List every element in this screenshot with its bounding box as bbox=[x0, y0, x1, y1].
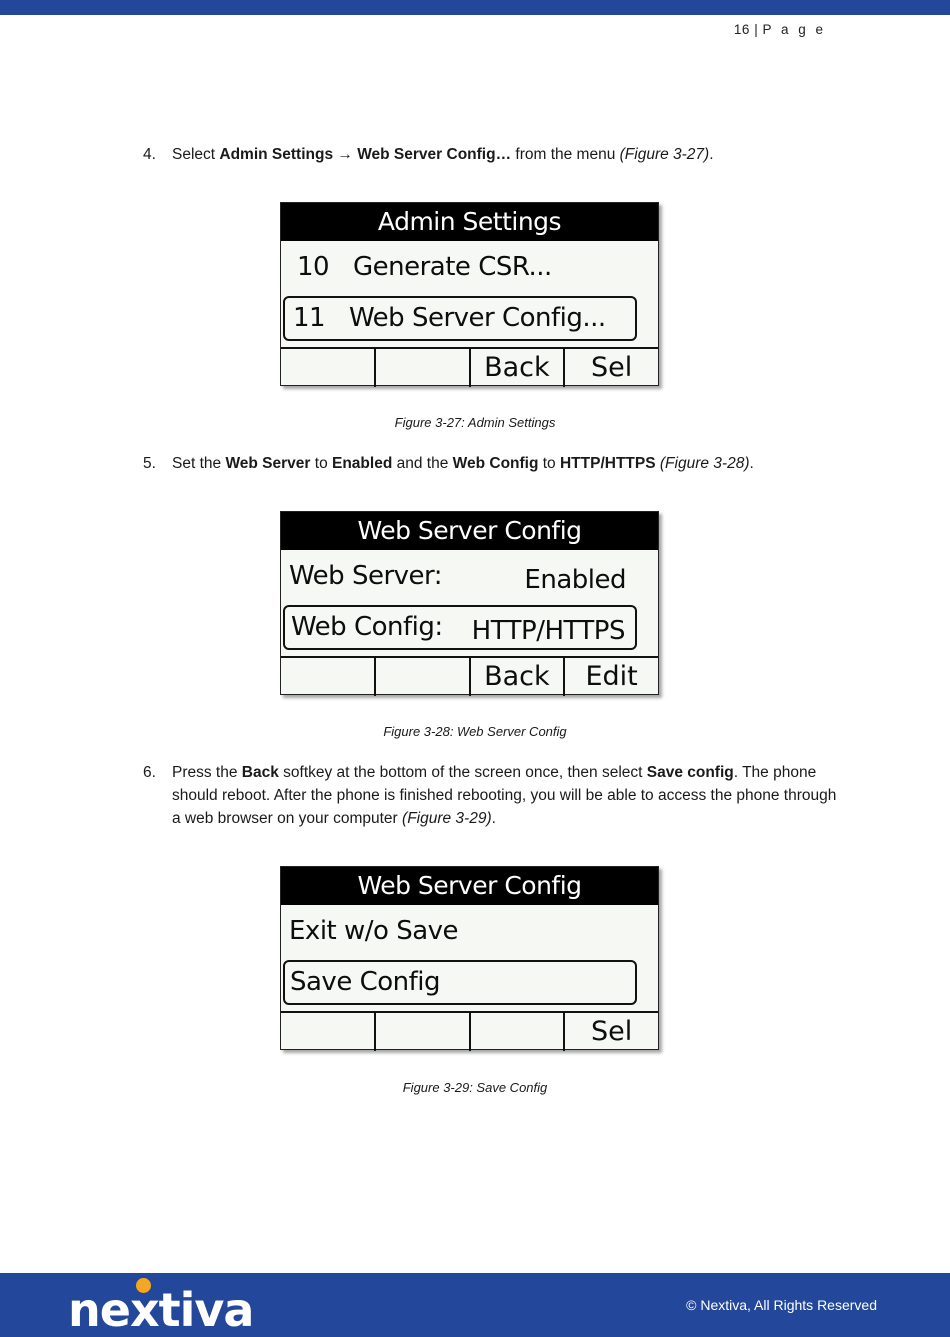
text-run: . bbox=[749, 455, 754, 472]
menu-item-index: 11 bbox=[293, 303, 326, 333]
softkey-back[interactable]: Back bbox=[469, 349, 564, 387]
text-run: . bbox=[709, 146, 714, 163]
page-number-header bbox=[700, 22, 826, 37]
page-footer bbox=[0, 1273, 950, 1337]
menu-item-label: Generate CSR... bbox=[353, 252, 552, 282]
step-text bbox=[172, 452, 842, 475]
softkey-1[interactable] bbox=[281, 349, 374, 387]
step-text bbox=[172, 761, 842, 830]
setting-label: Web Server: bbox=[289, 561, 443, 591]
softkey-bar bbox=[281, 1011, 658, 1051]
page-label: P a g e bbox=[762, 22, 826, 37]
text-run: from the menu bbox=[511, 146, 620, 163]
menu-item-exit-without-save[interactable] bbox=[289, 911, 649, 951]
top-color-bar bbox=[0, 0, 950, 15]
menu-item-label: Web Server Config... bbox=[349, 303, 606, 333]
step-text bbox=[172, 143, 842, 166]
phone-screen-admin-settings bbox=[280, 202, 659, 386]
screen-title: Web Server Config bbox=[281, 512, 658, 550]
figure-reference: (Figure 3-29) bbox=[402, 810, 492, 827]
menu-item-save-config[interactable] bbox=[283, 960, 637, 1005]
setting-value: HTTP/HTTPS bbox=[471, 616, 625, 646]
text-run: to bbox=[310, 455, 332, 472]
step-number: 4. bbox=[143, 146, 156, 163]
bold-term: Save config bbox=[646, 764, 734, 781]
text-run: Set the bbox=[172, 455, 226, 472]
screen-title: Web Server Config bbox=[281, 867, 658, 905]
page-separator: | bbox=[754, 22, 763, 37]
page-number: 16 bbox=[733, 22, 750, 37]
softkey-3[interactable] bbox=[469, 1013, 564, 1051]
softkey-bar bbox=[281, 656, 658, 696]
menu-item-label: Exit w/o Save bbox=[289, 916, 459, 946]
figure-caption: Figure 3-29: Save Config bbox=[402, 1080, 548, 1095]
phone-screen-save-config bbox=[280, 866, 659, 1050]
menu-item-index: 10 bbox=[297, 252, 330, 282]
softkey-2[interactable] bbox=[374, 1013, 469, 1051]
menu-item-web-server-config[interactable] bbox=[283, 296, 637, 341]
text-run: softkey at the bottom of the screen once, then select bbox=[278, 764, 647, 781]
setting-label: Web Config: bbox=[291, 612, 443, 642]
softkey-1[interactable] bbox=[281, 1013, 374, 1051]
bold-term: Web Server Config… bbox=[357, 146, 512, 163]
menu-item-generate-csr[interactable] bbox=[289, 247, 649, 287]
bold-term: Enabled bbox=[332, 455, 393, 472]
softkey-edit[interactable]: Edit bbox=[563, 658, 658, 696]
figure-reference: (Figure 3-28) bbox=[659, 455, 750, 472]
menu-item-label: Save Config bbox=[290, 967, 441, 997]
step-number: 6. bbox=[143, 764, 156, 781]
bold-term: Web Server bbox=[225, 455, 311, 472]
softkey-sel[interactable]: Sel bbox=[563, 1013, 658, 1051]
text-run: → bbox=[333, 146, 358, 163]
softkey-sel[interactable]: Sel bbox=[563, 349, 658, 387]
text-run: to bbox=[538, 455, 560, 472]
text-run: Select bbox=[172, 146, 220, 163]
screen-title: Admin Settings bbox=[281, 203, 658, 241]
setting-web-server[interactable] bbox=[281, 556, 658, 596]
softkey-2[interactable] bbox=[374, 349, 469, 387]
step-number: 5. bbox=[143, 455, 156, 472]
softkey-1[interactable] bbox=[281, 658, 374, 696]
text-run: . The phone should reboot. After the phone is finished rebooting, you will be able to access the phone through a web browser on your computer bbox=[172, 764, 837, 827]
bold-term: Back bbox=[241, 764, 279, 781]
figure-caption: Figure 3-28: Web Server Config bbox=[383, 724, 567, 739]
text-run: . bbox=[491, 810, 496, 827]
bold-term: Admin Settings bbox=[219, 146, 334, 163]
nextiva-logo: nextiva bbox=[68, 1287, 254, 1327]
softkey-bar bbox=[281, 347, 658, 387]
bold-term: HTTP/HTTPS bbox=[559, 455, 656, 472]
figure-caption: Figure 3-27: Admin Settings bbox=[394, 415, 556, 430]
text-run: and the bbox=[392, 455, 453, 472]
softkey-2[interactable] bbox=[374, 658, 469, 696]
setting-web-config[interactable] bbox=[283, 605, 637, 650]
softkey-back[interactable]: Back bbox=[469, 658, 564, 696]
bold-term: Web Config bbox=[452, 455, 539, 472]
figure-reference: (Figure 3-27) bbox=[619, 146, 710, 163]
phone-screen-web-server-config bbox=[280, 511, 659, 695]
copyright-notice: © Nextiva, All Rights Reserved bbox=[686, 1297, 877, 1313]
text-run: Press the bbox=[172, 764, 242, 781]
setting-value: Enabled bbox=[524, 565, 626, 595]
